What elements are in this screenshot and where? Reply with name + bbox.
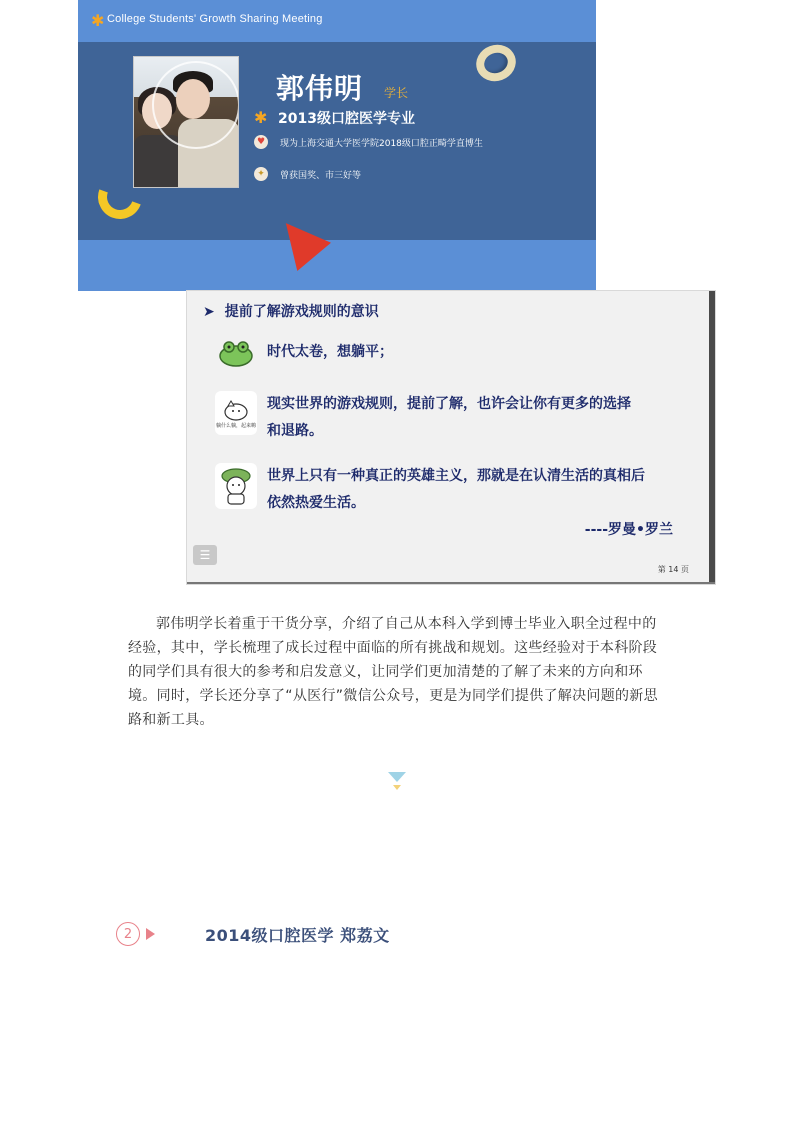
slide-item-text-block (267, 463, 645, 517)
slide-heading-text: 提前了解游戏规则的意识 (224, 304, 379, 320)
slide-item (215, 391, 631, 445)
slide-edge (187, 582, 715, 584)
medal-icon: ✦ (254, 167, 268, 181)
slide-item-text: 和退路。 (267, 423, 323, 439)
section-title: 2014级口腔医学 郑荔文 (205, 925, 390, 945)
chevron-down-icon (386, 770, 408, 792)
slide-item-text: 现实世界的游戏规则，提前了解，也许会让你有更多的选择 (267, 396, 631, 412)
slide-item (215, 333, 393, 373)
sticker-caption: 躺什么躺，起来嗨 (215, 422, 256, 429)
speaker-name: 郭伟明 (276, 72, 364, 105)
info-row-current (254, 133, 483, 151)
triangle-right-icon (146, 928, 155, 940)
profile-photo (133, 56, 239, 188)
slide-header-caption: College Students' Growth Sharing Meeting (107, 13, 323, 25)
slide-edge (709, 291, 715, 584)
slide-heading (203, 301, 379, 321)
info-row-awards (254, 165, 361, 183)
quote-author: ----罗曼•罗兰 (584, 522, 673, 538)
slide-item-text: 世界上只有一种真正的英雄主义，那就是在认清生活的真相后 (267, 468, 645, 484)
frog-sticker-icon (215, 333, 257, 373)
speaker-major: 2013级口腔医学专业 (278, 111, 415, 127)
asterisk-icon: ✱ (91, 11, 105, 30)
quote-slide (187, 291, 715, 584)
heart-icon: ♥ (254, 135, 268, 149)
slide-item-text: 依然热爱生活。 (267, 495, 365, 511)
section-number: 2 (116, 922, 140, 946)
frog-hat-sticker-icon (215, 463, 257, 509)
cat-sticker-icon (215, 391, 257, 435)
slide-item-text: 时代太卷，想躺平； (267, 344, 393, 360)
slide-page-number: 第 14 页 (657, 565, 689, 574)
section-header (116, 922, 390, 946)
article-paragraph: 郭伟明学长着重于干货分享，介绍了自己从本科入学到博士毕业入职全过程中的经验，其中，学长梳理了成长过程中面临的所有挑战和规划。这些经验对于本科阶段的同学们具有很大的参考和启发意义，让同学们更加清楚的了解了未来的方向和环境。同时，学长还分享了“从医行”微信公众号，更是为同学们提供了解决问题的新思路和新工具。 (128, 616, 658, 728)
info-text: 现为上海交通大学医学院2018级口腔正畸学直博生 (280, 138, 483, 149)
asterisk-icon: ✱ (254, 108, 268, 127)
speaker-title-tag: 学长 (384, 86, 409, 100)
info-text: 曾获国奖、市三好等 (280, 170, 362, 181)
donut-decoration (471, 39, 521, 87)
slide-menu-icon[interactable]: ☰ (193, 545, 217, 565)
slide-header-bar (78, 0, 596, 42)
arrow-bullet-icon: ➤ (203, 304, 215, 320)
slide-item-text-block (267, 391, 631, 445)
slide-item (215, 463, 645, 517)
profile-slide (78, 0, 596, 291)
slide-footer-bar (78, 240, 596, 291)
